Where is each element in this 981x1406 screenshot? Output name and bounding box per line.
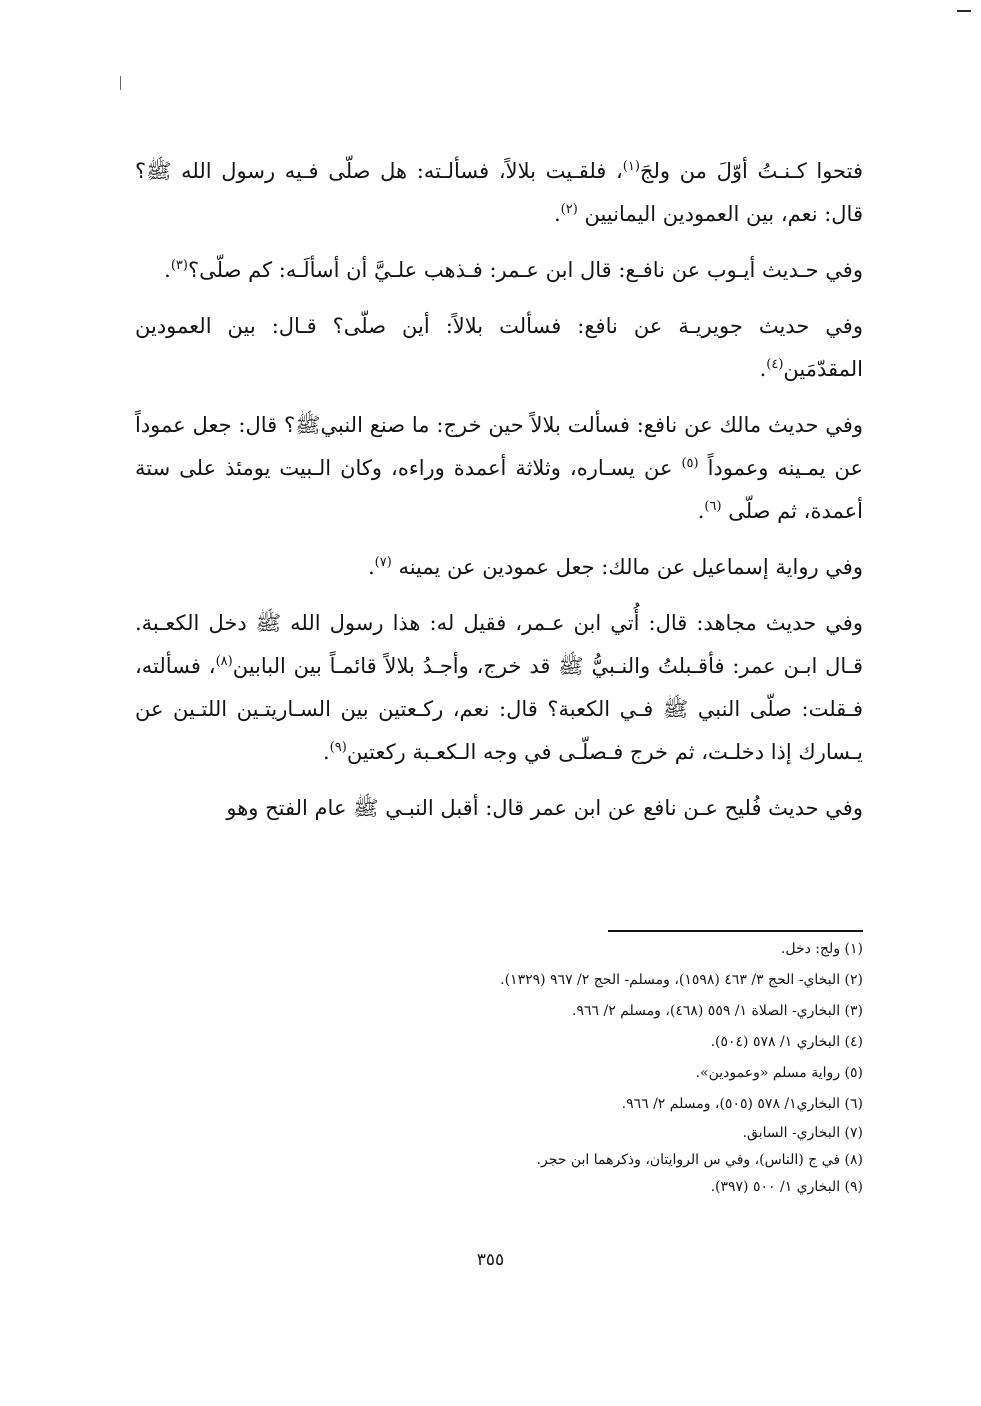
footnote: (٤) البخاري ١/ ٥٧٨ (٥٠٤). [710, 1034, 863, 1050]
footnote-ref: (٦) [704, 499, 722, 514]
paragraph [135, 305, 863, 391]
footnote: (٣) البخاري- الصلاة ١/ ٥٥٩ (٤٦٨)، ومسلم ٢/ ٩٦٦. [572, 1003, 863, 1019]
page-number: ٣٥٥ [476, 1250, 505, 1270]
scan-mark [957, 10, 971, 12]
text-run: . [553, 202, 561, 226]
footnote: (٧) البخاري- السابق. [742, 1125, 863, 1141]
footnote-ref: (١) [622, 159, 640, 174]
footnote: (٦) البخاري١/ ٥٧٨ (٥٠٥)، ومسلم ٢/ ٩٦٦. [621, 1096, 863, 1112]
text-run: . [759, 357, 767, 381]
paragraph [135, 602, 863, 774]
footnote-ref: (٥) [681, 456, 699, 471]
text-run: عن يسـاره، وثلاثة أعمدة وراءه، وكان الـبيت يومئذ على ستة أعمدة، ثم صلّى [135, 456, 863, 523]
footnote-ref: (٤) [766, 357, 784, 372]
footnote-ref: (٧) [374, 555, 392, 570]
main-text [135, 150, 863, 843]
paragraph [135, 150, 863, 236]
paragraph [135, 787, 863, 830]
text-run: . [164, 258, 171, 282]
footnote-ref: (٢) [560, 202, 578, 217]
footnote: (٩) البخاري ١/ ٥٠٠ (٣٩٧). [710, 1179, 863, 1195]
paragraph [135, 546, 863, 589]
text-run: وفي حـديث أيـوب عن نافـع: قال ابن عـمر: فـذهب علـيَّ أن أسألَـه: كم صلّى؟ [187, 258, 863, 282]
text-run: ، فسألته، فـقلت: صلّى النبي ﷺ فـي الكعبة؟ قال: نعم، ركـعتين بين السـاريتـين اللتـين عن يـسارك إذا دخلـت، ثم خرج فـصلّـى في وجه الـكعـبة ركعتين [135, 654, 863, 764]
footnote: (٢) البخاي- الحج ٣/ ٤٦٣ (١٥٩٨)، ومسلم- الحج ٢/ ٩٦٧ (١٣٢٩). [500, 972, 863, 988]
text-run: . [367, 555, 375, 579]
footnote-ref: (٩) [329, 740, 347, 755]
footnote: (١) ولج: دخل. [780, 941, 863, 957]
text-run: وفي حديث جويريـة عن نافع: فسألت بلالاً: أين صلّى؟ قـال: بين العمودين المقدّمَين [135, 314, 863, 381]
footnotes [360, 934, 863, 1201]
text-run: . [322, 740, 330, 764]
footnote-ref: (٨) [215, 654, 233, 669]
footnote: (٥) رواية مسلم «وعمودين». [695, 1065, 863, 1081]
paragraph [135, 404, 863, 533]
text-run: وفي رواية إسماعيل عن مالك: جعل عمودين عن يمينه [391, 555, 863, 579]
text-run: . [697, 499, 705, 523]
text-run: وفي حديث مجاهد: قال: أُتي ابن عـمر، فقيل له: هذا رسول الله ﷺ دخل الكعـبة. قـال ابـن عمر: فأقـبلتُ والنـبيُّ ﷺ قد خرج، وأجـدُ بلالاً قائمـاً بين البابين [135, 611, 863, 678]
footnote-separator [608, 930, 863, 932]
text-run: وفي حديث فُليح عـن نافع عن ابن عمر قال: أقبل النبـي ﷺ عام الفتح وهو [226, 796, 863, 820]
text-run: وفي حديث مالك عن نافع: فسألت بلالاً حين خرج: ما صنع النبيﷺ؟ قال: جعل عموداً عن يمـينه وعموداً [135, 413, 863, 480]
footnote-ref: (٣) [170, 258, 188, 273]
footnote: (٨) في ج (الناس)، وفي س الروايتان، وذكرهما ابن حجر. [536, 1152, 863, 1168]
paragraph [135, 249, 863, 292]
text-run: فتحوا كـنـتُ أوّلَ من ولجَ [639, 159, 863, 183]
scan-mark [120, 76, 121, 90]
text-run: ، فلقـيت بلالاً، فسألـته: هل صلّى فـيه رسول الله ﷺ؟ قال: نعم، بين العمودين اليمانيين [135, 159, 863, 226]
